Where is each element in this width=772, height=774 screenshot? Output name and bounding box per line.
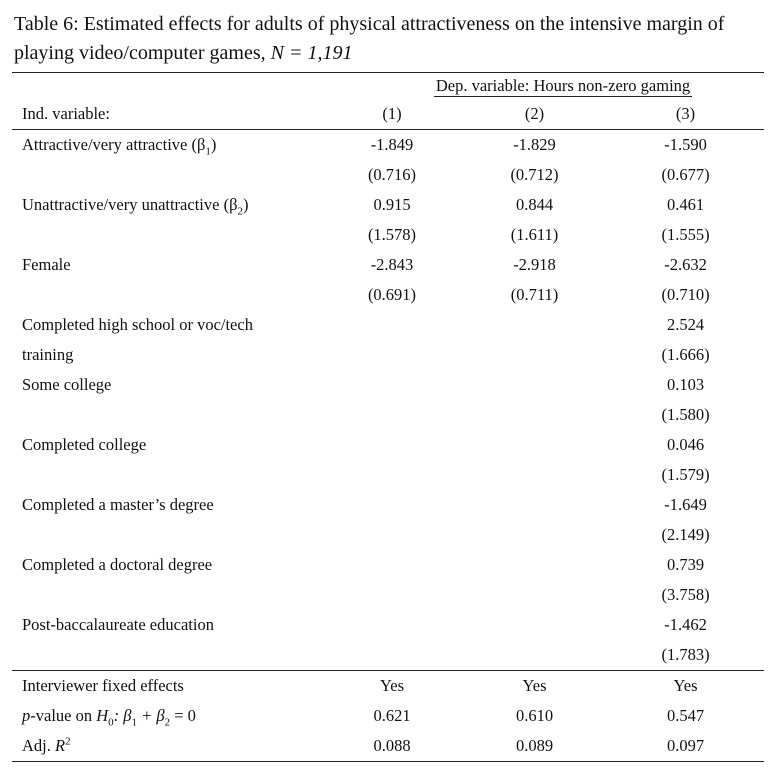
cell-col-2	[462, 640, 607, 671]
cell-col-2	[462, 310, 607, 340]
cell-col-3: (3.758)	[661, 585, 710, 604]
table-row	[12, 190, 764, 220]
pvalue-row-col-2: 0.610	[515, 706, 554, 725]
row-label: Unattractive/very unattractive $(\beta_2)$	[22, 195, 249, 218]
table-row	[12, 220, 764, 250]
row-label	[12, 460, 322, 490]
pvalue-row-col-3: 0.547	[666, 706, 705, 725]
row-label	[12, 280, 322, 310]
row-label: Completed a doctoral degree	[22, 555, 213, 574]
cell-col-2	[462, 430, 607, 460]
cell-col-3: 2.524	[666, 315, 705, 334]
column-header-row	[12, 99, 764, 130]
pvalue-row-col-1: 0.621	[373, 706, 411, 725]
cell-col-3: (1.783)	[607, 640, 764, 671]
table-row	[12, 400, 764, 430]
dep-variable-label: Dep. variable: Hours non-zero gaming	[435, 76, 691, 95]
cell-col-3: (1.579)	[661, 465, 710, 484]
cell-col-2: 0.844	[515, 195, 554, 214]
adj-r2-row-col-3: 0.097	[607, 731, 764, 762]
caption-text: Table 6: Estimated effects for adults of physical attractiveness on the intensive margin of playing video/computer games,	[14, 13, 725, 64]
row-label	[12, 580, 322, 610]
cell-col-3: -1.649	[664, 495, 707, 514]
pvalue-row-label: p-value on $H_0$: $\beta_1 + \beta_2 = 0$	[22, 706, 196, 729]
cell-col-3: (1.580)	[661, 405, 710, 424]
table-row	[12, 250, 764, 280]
cell-col-2	[462, 550, 607, 580]
row-label	[12, 520, 322, 550]
cell-col-3: 0.103	[666, 375, 705, 394]
table-row	[12, 280, 764, 310]
cell-col-3: (0.710)	[661, 285, 710, 304]
cell-col-1	[322, 580, 462, 610]
row-label	[12, 220, 322, 250]
row-label: Completed a master’s degree	[22, 495, 214, 514]
cell-col-1	[322, 400, 462, 430]
table-row	[12, 370, 764, 400]
table-row	[12, 310, 764, 340]
cell-col-1: 0.915	[373, 195, 411, 214]
table-row	[12, 340, 764, 370]
fixed-effects-row-col-3: Yes	[673, 676, 698, 695]
row-label	[12, 400, 322, 430]
table-row	[12, 460, 764, 490]
cell-col-2	[462, 340, 607, 370]
pvalue-row	[12, 701, 764, 731]
cell-col-3: -1.590	[607, 130, 764, 161]
adj-r2-row-col-2: 0.089	[462, 731, 607, 762]
cell-col-2	[462, 370, 607, 400]
table-row	[12, 610, 764, 640]
fixed-effects-row-col-1: Yes	[379, 676, 404, 695]
cell-col-2: (0.712)	[510, 165, 559, 184]
cell-col-1	[322, 550, 462, 580]
adj-r2-row	[12, 731, 764, 762]
cell-col-3: 0.046	[666, 435, 705, 454]
adj-r2-row-col-1: 0.088	[322, 731, 462, 762]
row-label: Female	[22, 255, 71, 274]
cell-col-3: 0.739	[666, 555, 705, 574]
fixed-effects-row-col-2: Yes	[522, 676, 547, 695]
table-row	[12, 490, 764, 520]
cell-col-2	[462, 490, 607, 520]
table-row	[12, 640, 764, 671]
adj-r2-row-label: Adj. $R^2$	[12, 731, 322, 762]
row-label: training	[22, 345, 74, 364]
cell-col-3: -2.632	[664, 255, 707, 274]
cell-col-1: (0.691)	[367, 285, 417, 304]
cell-col-3: (1.666)	[661, 345, 710, 364]
table-row	[12, 520, 764, 550]
cell-col-1: (1.578)	[367, 225, 417, 244]
cell-col-3: 0.461	[666, 195, 705, 214]
table-row	[12, 580, 764, 610]
cell-col-1	[322, 370, 462, 400]
table-row	[12, 160, 764, 190]
row-label: Completed high school or voc/tech	[22, 315, 253, 334]
cell-col-1	[322, 610, 462, 640]
cell-col-2: (1.611)	[510, 225, 559, 244]
cell-col-3: -1.462	[664, 615, 707, 634]
table-row	[12, 550, 764, 580]
cell-col-1	[322, 430, 462, 460]
table-container	[12, 10, 764, 762]
fixed-effects-row	[12, 671, 764, 702]
cell-col-1: (0.716)	[367, 165, 417, 184]
cell-col-3: (1.555)	[661, 225, 710, 244]
table-caption	[14, 10, 764, 68]
cell-col-2: -1.829	[462, 130, 607, 161]
column-header-3: (3)	[675, 104, 696, 123]
cell-col-2	[462, 400, 607, 430]
cell-col-1: -1.849	[322, 130, 462, 161]
dep-variable-row	[12, 73, 764, 99]
cell-col-2	[462, 580, 607, 610]
cell-col-2	[462, 520, 607, 550]
cell-col-3: (0.677)	[661, 165, 710, 184]
cell-col-1	[322, 460, 462, 490]
cell-col-1	[322, 310, 462, 340]
cell-col-2	[462, 460, 607, 490]
row-label: Completed college	[22, 435, 147, 454]
cell-col-1	[322, 490, 462, 520]
table-row	[12, 430, 764, 460]
row-label: Attractive/very attractive $(\beta_1)$	[12, 130, 322, 161]
row-label	[12, 160, 322, 190]
cell-col-2	[462, 610, 607, 640]
column-header-2: (2)	[524, 104, 545, 123]
cell-col-1	[322, 520, 462, 550]
row-label: Some college	[22, 375, 112, 394]
cell-col-3: (2.149)	[661, 525, 710, 544]
cell-col-2: -2.918	[513, 255, 556, 274]
cell-col-2: (0.711)	[510, 285, 559, 304]
cell-col-1	[322, 640, 462, 671]
cell-col-1: -2.843	[370, 255, 414, 274]
column-header-1: (1)	[382, 104, 402, 123]
table-row	[12, 130, 764, 161]
cell-col-1	[322, 340, 462, 370]
row-label	[12, 640, 322, 671]
caption-n: N = 1,191	[270, 42, 353, 64]
results-table	[12, 73, 764, 762]
row-label: Post-baccalaureate education	[22, 615, 214, 634]
fixed-effects-row-label: Interviewer fixed effects	[22, 676, 184, 695]
ind-variable-label: Ind. variable:	[22, 104, 110, 123]
